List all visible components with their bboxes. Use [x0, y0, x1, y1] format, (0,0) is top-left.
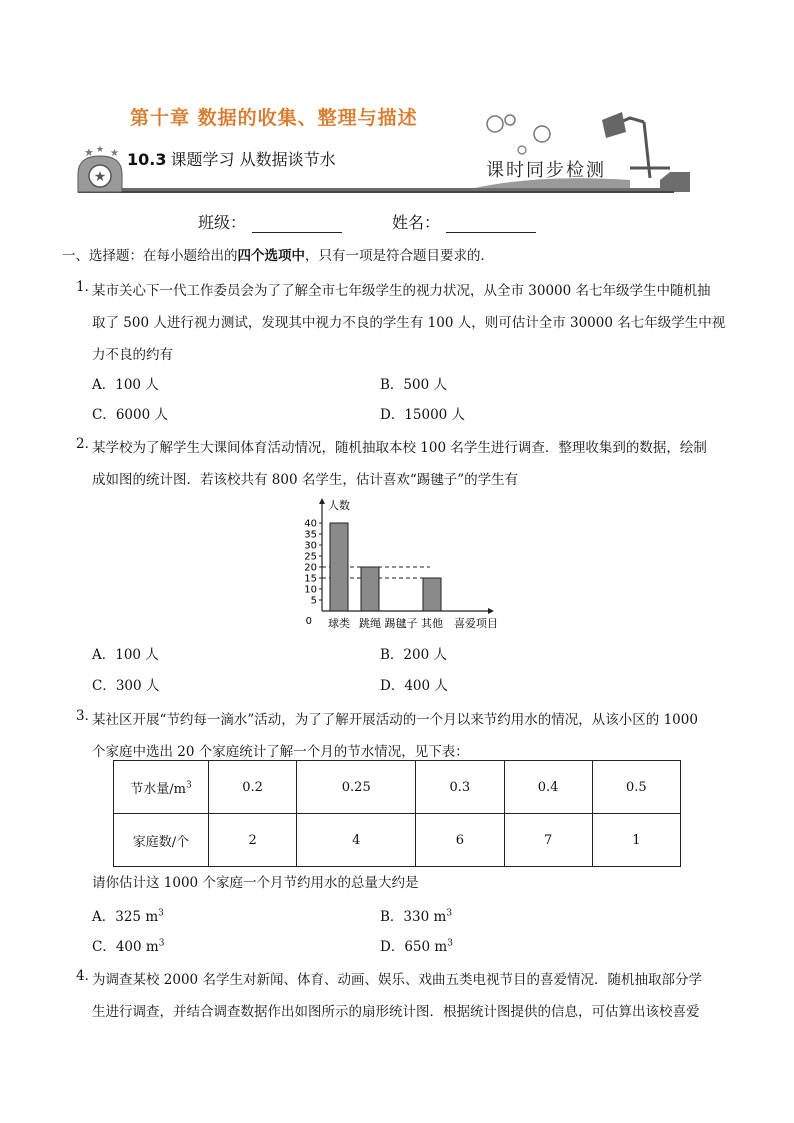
table-cell: 6 [416, 814, 504, 867]
y-tick-label: 0 [305, 616, 312, 627]
svg-text:★: ★ [96, 145, 105, 155]
svg-text:★: ★ [110, 148, 119, 159]
y-tick-label: 25 [304, 551, 317, 563]
y-tick-label: 20 [304, 562, 317, 574]
question-number: 3． [76, 708, 99, 724]
table-row [114, 761, 681, 814]
y-tick-label: 40 [304, 518, 317, 530]
bar [330, 523, 348, 611]
lamp-shade [602, 112, 626, 138]
y-tick-label: 35 [304, 529, 317, 541]
chapter-title: 第十章 数据的收集、整理与描述 [130, 107, 418, 129]
option-b[interactable]: B．500 人 [380, 377, 447, 393]
name-input[interactable] [446, 218, 536, 233]
lesson-title [127, 147, 336, 170]
question-line: 力不良的约有 [92, 347, 173, 363]
question-line: 生进行调查，并结合调查数据作出如图所示的扇形统计图．根据统计图提供的信息，可估算出该校喜爱 [92, 1004, 700, 1020]
option-d[interactable]: D．15000 人 [380, 407, 466, 423]
lesson-number: 10.3 [127, 150, 167, 169]
option-c[interactable]: C．300 人 [92, 678, 160, 694]
option-d[interactable]: D．400 人 [380, 678, 448, 694]
y-axis-label: 人数 [328, 499, 350, 512]
option-a[interactable]: A．100 人 [92, 647, 159, 663]
y-tick-label: 30 [304, 540, 317, 552]
question-line: 某学校为了解学生大课间体育活动情况，随机抽取本校 100 名学生进行调查．整理收集到的数据，绘制 [92, 440, 707, 456]
question-number: 1． [76, 279, 99, 295]
y-tick-label: 10 [304, 584, 317, 596]
class-input[interactable] [252, 218, 342, 233]
question-number: 2． [76, 436, 99, 452]
table-cell: 节水量$/m^3$ [114, 761, 209, 814]
question-3-prompt: 请你估计这 1000 个家庭一个月节约用水的总量大约是 [92, 875, 419, 891]
name-label: 姓名： [392, 213, 441, 232]
table-cell: 4 [297, 814, 416, 867]
question-line: 某社区开展“节约每一滴水”活动，为了了解开展活动的一个月以来节约用水的情况，从该小区的 1000 [92, 712, 698, 728]
bar [361, 567, 379, 611]
option-d[interactable]: D．650 $m^3$ [380, 938, 453, 955]
table-cell: 2 [209, 814, 297, 867]
star-icon: ★ [93, 169, 107, 185]
table-cell: 0.4 [504, 761, 592, 814]
lesson-name: 课题学习 从数据谈节水 [170, 150, 336, 169]
section-heading: 一、选择题：在每小题给出的四个选项中，只有一项是符合题目要求的． [62, 248, 494, 264]
question-line: 取了 500 人进行视力测试，发现其中视力不良的学生有 100 人，则可估计全市 30000 名七年级学生中视 [92, 315, 726, 331]
question-number: 4． [76, 968, 99, 984]
x-axis-arrow [488, 608, 494, 614]
question-line: 个家庭中选出 20 个家庭统计了解一个月的节水情况，见下表： [92, 744, 469, 760]
name-field [392, 210, 536, 233]
option-c[interactable]: C．6000 人 [92, 407, 168, 423]
table-cell: 0.25 [297, 761, 416, 814]
y-tick-label: 15 [304, 573, 317, 585]
banner-text: 课时同步检测 [486, 160, 606, 181]
bar-chart [290, 496, 510, 636]
bar [423, 578, 441, 611]
y-axis-arrow [319, 498, 325, 504]
table-cell: 7 [504, 814, 592, 867]
x-axis-label: 喜爱项目 [454, 617, 498, 630]
bubble-icon [487, 116, 503, 132]
option-a[interactable]: A．100 人 [92, 377, 159, 393]
question-line: 为调查某校 2000 名学生对新闻、体育、动画、娱乐、戏曲五类电视节目的喜爱情况．随机抽取部分学 [92, 972, 702, 988]
svg-text:★: ★ [84, 146, 94, 159]
table-row [114, 814, 681, 867]
question-line: 成如图的统计图．若该校共有 800 名学生，估计喜欢“踢毽子”的学生有 [92, 472, 519, 488]
class-label: 班级： [198, 213, 247, 232]
table-cell: 0.5 [592, 761, 680, 814]
option-b[interactable]: B．200 人 [380, 647, 447, 663]
question-4 [76, 964, 726, 1028]
table-cell: 1 [592, 814, 680, 867]
y-tick-label: 5 [310, 595, 317, 607]
question-3 [76, 704, 726, 768]
category-label: 跳绳 [359, 617, 381, 630]
option-b[interactable]: B．330 $m^3$ [380, 908, 453, 925]
table-cell: 家庭数/个 [114, 814, 209, 867]
category-label: 球类 [328, 617, 350, 630]
question-2 [76, 432, 726, 496]
table-cell: 0.3 [416, 761, 504, 814]
question-line: 某市关心下一代工作委员会为了了解全市七年级学生的视力状况，从全市 30000 名七年级学生中随机抽 [92, 283, 711, 299]
category-label: 其他 [421, 617, 443, 630]
table-cell: 0.2 [209, 761, 297, 814]
water-table [113, 760, 681, 867]
question-1 [76, 275, 726, 371]
option-c[interactable]: C．400 $m^3$ [92, 938, 165, 955]
class-field [198, 210, 342, 233]
category-label: 踢毽子 [384, 617, 418, 630]
option-a[interactable]: A．325 $m^3$ [92, 908, 164, 925]
